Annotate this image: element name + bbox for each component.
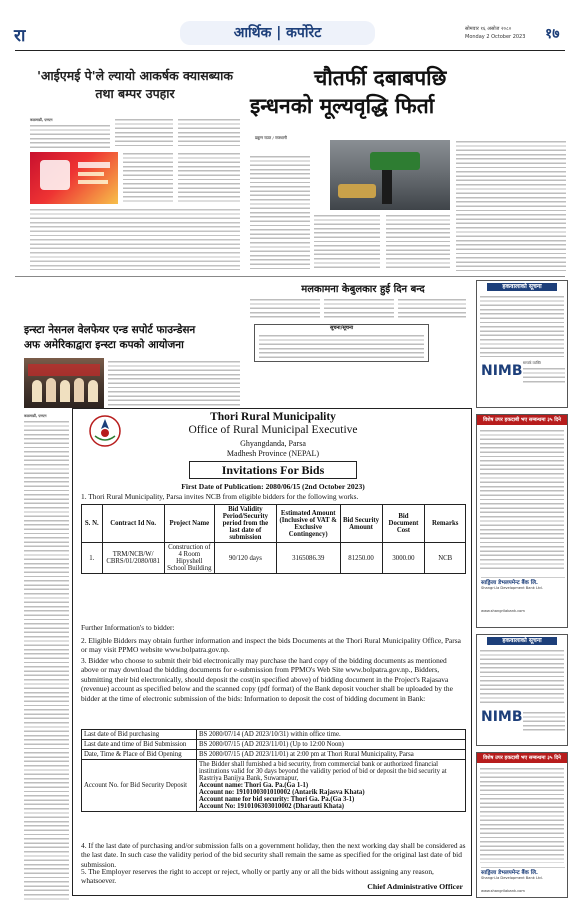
story-imepay-col2: [115, 118, 173, 148]
nimb-notice-1: [476, 280, 568, 408]
table-header: Bid Validity Period/Security period from the last date of submission: [214, 505, 276, 543]
schedule-value: BS 2080/07/14 (AD 2023/10/31) within office time.: [197, 730, 466, 740]
tender-clause-2: 2. Eligible Bidders may obtain further information and inspect the bids Documents at the Thori Rural Municipality Office, Parsa or may visit PPMO website www.bolpatra.gov.np.: [81, 636, 461, 655]
page-number: १७: [545, 26, 560, 42]
deposit-cell: [197, 760, 466, 812]
shangrila-logo-2: [481, 867, 565, 888]
nimb-logo-2: NIMB: [481, 709, 523, 725]
masthead-date-np: सोमवार १६ असोज २०८०: [465, 26, 512, 32]
section-banner: [180, 21, 375, 45]
story-imepay-headline: 'आईएमई पे'ले ल्यायो आकर्षक क्यासब्याक तथा बम्पर उपहार: [37, 68, 233, 101]
tender-schedule-table: [81, 729, 466, 812]
nimb-notice-2: [476, 634, 568, 746]
table-row: [82, 760, 466, 812]
schedule-value: BS 2080/07/15 (AD 2023/11/01) at 2:00 pm at Thori Rural Municipality, Parsa: [197, 750, 466, 760]
story-imepay: [30, 67, 240, 103]
story-cable: [258, 283, 468, 296]
table-row: [82, 740, 466, 750]
nimb-logo-1: NIMB: [481, 363, 523, 379]
story-imepay-col1: [30, 124, 110, 148]
masthead-logo: रा: [14, 26, 26, 46]
deposit-label: Account No. for Bid Security Deposit: [82, 760, 197, 812]
insta-event-photo: [24, 358, 104, 408]
imepay-promo-image: [30, 152, 118, 204]
special-notice-1-body: [480, 429, 564, 569]
table-header: Bid Document Cost: [382, 505, 425, 543]
tender-title: Invitations For Bids: [189, 461, 357, 479]
tender-notice: [72, 408, 472, 896]
nimb-notice-2-body: [480, 649, 564, 703]
tender-further-info: Further Information's to bidder:: [81, 623, 175, 632]
schedule-value: BS 2080/07/15 (AD 2023/11/01) (Up to 12:00 Noon): [197, 740, 466, 750]
tender-works-table: [81, 504, 466, 574]
nimb-notice-2-title: हकवालाको सूचना: [487, 637, 557, 645]
story-cable-headline: मलकामना केबुलकार हुई दिन बन्द: [301, 284, 425, 295]
story-cable-col1: [250, 298, 320, 320]
nimb-contact-1-lines: [523, 367, 565, 383]
shangrila-name-np-2: साङ्रिला डेभलपमेन्ट बैंक लि.: [481, 870, 539, 876]
table-header: Remarks: [425, 505, 466, 543]
special-notice-1-title: विशेष उपर हकदाबी भए सम्बन्धमा ३५ दिने: [477, 415, 567, 425]
story-fuel-headline-1: चौतर्फी दबाबपछि: [314, 66, 447, 90]
masthead-rule: [15, 50, 565, 51]
deposit-account: Account No: 1910106303010002 (Dharauti Khata): [199, 803, 344, 810]
section-title: आर्थिक | कर्पोरेट: [233, 25, 322, 41]
story-imepay-col3b: [178, 152, 240, 204]
nimb-contact-2-lines: [523, 711, 565, 731]
small-notice: [254, 324, 429, 362]
table-cell: 3165086.39: [276, 543, 340, 574]
tender-publication-date: First Date of Publication: 2080/06/15 (2nd October 2023): [181, 482, 365, 491]
tender-province: Madhesh Province (NEPAL): [226, 449, 320, 458]
story-imepay-dateline: काठमाडौं, एमएन: [30, 118, 53, 122]
schedule-label: Last date and time of Bid Submission: [82, 740, 197, 750]
table-header: Estimated Amount (Inclusive of VAT & Exclusive Contingency): [276, 505, 340, 543]
shangrila-web-2: www.shangrilabank.com: [481, 889, 525, 893]
story-fuel-headline-2: इन्धनको मूल्यवृद्धि फिर्ता: [250, 94, 435, 118]
shangrila-name-en-2: Shangri-la Development Bank Ltd.: [481, 876, 543, 880]
table-row: [82, 730, 466, 740]
table-cell: 3000.00: [382, 543, 425, 574]
story-insta-intro: [108, 360, 240, 406]
special-notice-1: [476, 414, 568, 628]
table-cell: NCB: [425, 543, 466, 574]
story-imepay-col-bottom: [30, 208, 240, 270]
table-header: Bid Security Amount: [340, 505, 382, 543]
story-imepay-col2b: [123, 152, 173, 204]
story-fuel-col-img: [314, 214, 380, 271]
deposit-text: The Bidder shall furnished a bid security, from commercial bank or authorized financial institutions valid for 30 days beyond the validity period of bid or deposit the bid security at Rastriya Banijya Bank, Suwarnapur,: [199, 761, 447, 782]
table-cell: 81250.00: [340, 543, 382, 574]
tender-intro: 1. Thori Rural Municipality, Parsa invites NCB from eligible bidders for the following works.: [81, 492, 359, 501]
story-fuel-col1: [250, 155, 310, 271]
story-fuel-col3: [386, 214, 450, 271]
shangrila-name-np: साङ्रिला डेभलपमेन्ट बैंक लि.: [481, 580, 539, 586]
divider-1: [15, 276, 565, 277]
schedule-label: Date, Time & Place of Bid Opening: [82, 750, 197, 760]
table-cell: Construction of 4 Room Hipyshell School Building: [164, 543, 214, 574]
table-header: Contract Id No.: [102, 505, 164, 543]
fuel-nozzle-image: [330, 140, 450, 210]
shangrila-web-1: www.shangrilabank.com: [481, 609, 525, 613]
tender-org: Thori Rural Municipality: [210, 411, 336, 423]
story-insta-headline-1: इन्स्टा नेसनल वेलफेयर एन्ड सपोर्ट फाउन्डेसन: [24, 324, 196, 336]
table-row: [82, 543, 466, 574]
tender-office: Office of Rural Municipal Executive: [188, 424, 358, 436]
special-notice-2-body: [480, 767, 564, 863]
tender-clause-4: 4. If the last date of purchasing and/or submission falls on a government holiday, then the next working day shall be considered as the last date. In such case the validity period of the bid security shall remain the same as specified for the original last date of bid submission.: [81, 841, 466, 869]
story-insta: [24, 323, 259, 353]
shangrila-logo-1: [481, 577, 565, 602]
table-header: S. N.: [82, 505, 103, 543]
deposit-account: Account no: 1910100301010002 (Antarik Rajasva Khata): [199, 789, 365, 796]
story-insta-dateline: काठमाडौं, एमएन: [24, 414, 47, 418]
story-cable-col3: [398, 298, 466, 320]
special-notice-2-title: विशेष उपर हकदाबी भए सम्बन्धमा ३५ दिने: [477, 753, 567, 763]
masthead-date-en: Monday 2 October 2023: [465, 34, 526, 40]
schedule-label: Last date of Bid purchasing: [82, 730, 197, 740]
deposit-account: Account name: Thori Ga. Pa.(Ga 1-1): [199, 782, 309, 789]
story-fuel: [248, 64, 568, 120]
small-notice-title: सूचना/सूचना: [329, 325, 354, 331]
deposit-account: Account name for bid security: Thori Ga. Pa.(Ga 3-1): [199, 796, 355, 803]
small-notice-body: [259, 334, 424, 358]
story-fuel-byline: प्रद्युम्न राउत / राजधानी: [255, 135, 287, 140]
nimb-contact-1: सम्पर्क व्यक्ति: [523, 361, 541, 365]
masthead: [0, 0, 579, 50]
tender-clause-3: 3. Bidder who choose to submit their bid electronically may purchase the hard copy of the bidding documents as mentioned above or may download the bidding documents for e-submission from PPMO's Web Site www.bolpatra.gov.np., Bidders, submitting their bid electronically, should deposit the cost(in specified above) of bidding document in the Project's Rajasava (revenue) account as specified below and the scanned copy (pdf format) of the Bank deposit voucher shall be uploaded by the bidder at the time of electronic submission of the bids: Information to deposit the cost of bidding document in Bank:: [81, 656, 453, 703]
tender-signature: Chief Administrative Officer: [367, 882, 463, 891]
table-cell: TRM/NCB/W/ CBRS/01/2080/081: [102, 543, 164, 574]
table-row: [82, 750, 466, 760]
table-header: Project Name: [164, 505, 214, 543]
special-notice-2: [476, 752, 568, 898]
tender-clause-5: 5. The Employer reserves the right to accept or reject, wholly or partly any or all the bids without assigning any reason, whatsoever.: [81, 867, 434, 886]
tender-location: Ghyangdanda, Parsa: [240, 439, 306, 448]
story-cable-col2: [324, 298, 394, 320]
story-insta-body: [24, 420, 69, 900]
story-imepay-col3: [178, 118, 240, 148]
nimb-notice-1-body: [480, 295, 564, 357]
table-cell: 1.: [82, 543, 103, 574]
nimb-notice-1-title: हकवालाको सूचना: [487, 283, 557, 291]
table-cell: 90/120 days: [214, 543, 276, 574]
shangrila-name-en: Shangri-la Development Bank Ltd.: [481, 586, 543, 590]
table-header-row: [82, 505, 466, 543]
story-fuel-col4: [456, 140, 566, 271]
story-insta-headline-2: अफ अमेरिकाद्वारा इन्स्टा कपको आयोजना: [24, 339, 184, 351]
